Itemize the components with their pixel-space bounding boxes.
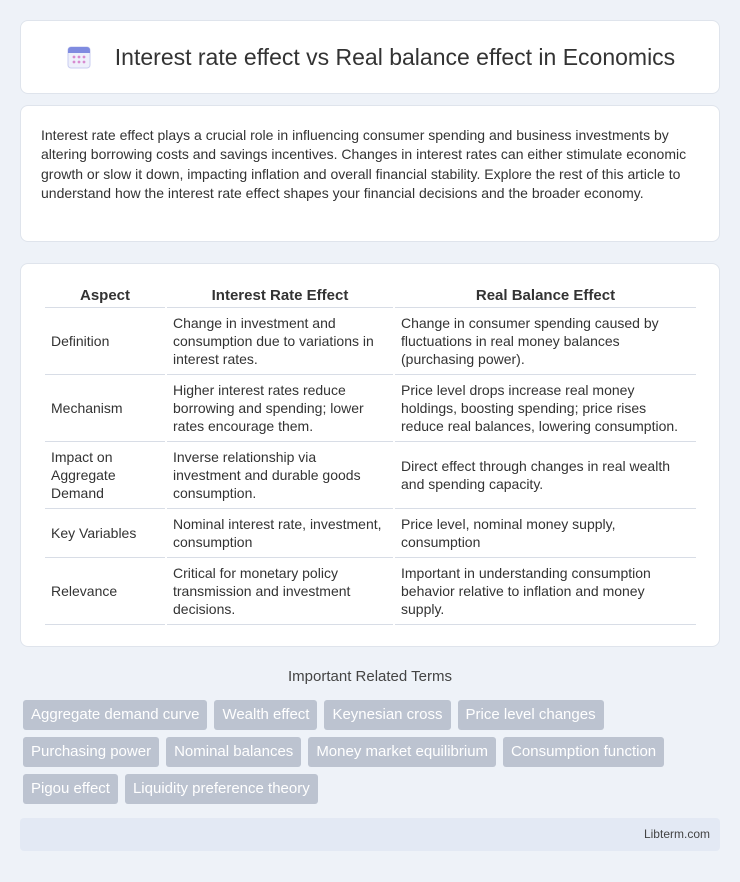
comparison-table-card xyxy=(20,263,720,647)
related-term-tag[interactable]: Liquidity preference theory xyxy=(125,774,318,804)
table-cell: Critical for monetary policy transmission and investment decisions. xyxy=(167,558,393,625)
related-term-tag[interactable]: Consumption function xyxy=(503,737,664,767)
table-row xyxy=(45,308,696,375)
table-row xyxy=(45,375,696,442)
related-terms-title: Important Related Terms xyxy=(288,668,452,685)
table-cell: Inverse relationship via investment and durable goods consumption. xyxy=(167,442,393,509)
table-cell: Price level drops increase real money holdings, boosting spending; price rises reduce real balances, lowering consumption. xyxy=(395,375,696,442)
footer-site-link[interactable]: Libterm.com xyxy=(643,827,710,841)
table-cell: Mechanism xyxy=(45,375,165,442)
table-cell: Nominal interest rate, investment, consumption xyxy=(167,509,393,558)
column-header-real-balance-effect: Real Balance Effect xyxy=(395,286,696,308)
related-term-tag[interactable]: Price level changes xyxy=(458,700,604,730)
related-terms-list xyxy=(23,700,723,804)
table-cell: Definition xyxy=(45,308,165,375)
table-cell: Direct effect through changes in real wealth and spending capacity. xyxy=(395,442,696,509)
related-term-tag[interactable]: Wealth effect xyxy=(214,700,317,730)
related-term-tag[interactable]: Money market equilibrium xyxy=(308,737,496,767)
column-header-aspect: Aspect xyxy=(45,286,165,308)
table-row xyxy=(45,509,696,558)
table-header-row xyxy=(45,286,696,308)
related-term-tag[interactable]: Pigou effect xyxy=(23,774,118,804)
table-cell: Higher interest rates reduce borrowing and spending; lower rates encourage them. xyxy=(167,375,393,442)
related-term-tag[interactable]: Nominal balances xyxy=(166,737,301,767)
table-cell: Change in consumer spending caused by fluctuations in real money balances (purchasing power). xyxy=(395,308,696,375)
header-card xyxy=(20,20,720,94)
table-cell: Important in understanding consumption behavior relative to inflation and money supply. xyxy=(395,558,696,625)
related-term-tag[interactable]: Aggregate demand curve xyxy=(23,700,207,730)
column-header-interest-rate-effect: Interest Rate Effect xyxy=(167,286,393,308)
table-cell: Impact on Aggregate Demand xyxy=(45,442,165,509)
table-row xyxy=(45,558,696,625)
table-cell: Price level, nominal money supply, consumption xyxy=(395,509,696,558)
footer xyxy=(20,818,720,851)
page-title: Interest rate effect vs Real balance effect in Economics xyxy=(114,43,676,70)
intro-text: Interest rate effect plays a crucial role in influencing consumer spending and business investments by altering borrowing costs and savings incentives. Changes in interest rates can either stimulate economic growth or slow it down, impacting inflation and overall financial stability. Explore the rest of this article to understand how the interest rate effect shapes your financial decisions and the broader economy. xyxy=(41,127,687,202)
related-term-tag[interactable]: Purchasing power xyxy=(23,737,159,767)
related-term-tag[interactable]: Keynesian cross xyxy=(324,700,450,730)
comparison-table xyxy=(43,286,698,625)
calendar-icon xyxy=(65,43,93,71)
intro-card xyxy=(20,105,720,242)
table-cell: Relevance xyxy=(45,558,165,625)
table-cell: Change in investment and consumption due to variations in interest rates. xyxy=(167,308,393,375)
table-cell: Key Variables xyxy=(45,509,165,558)
table-row xyxy=(45,442,696,509)
